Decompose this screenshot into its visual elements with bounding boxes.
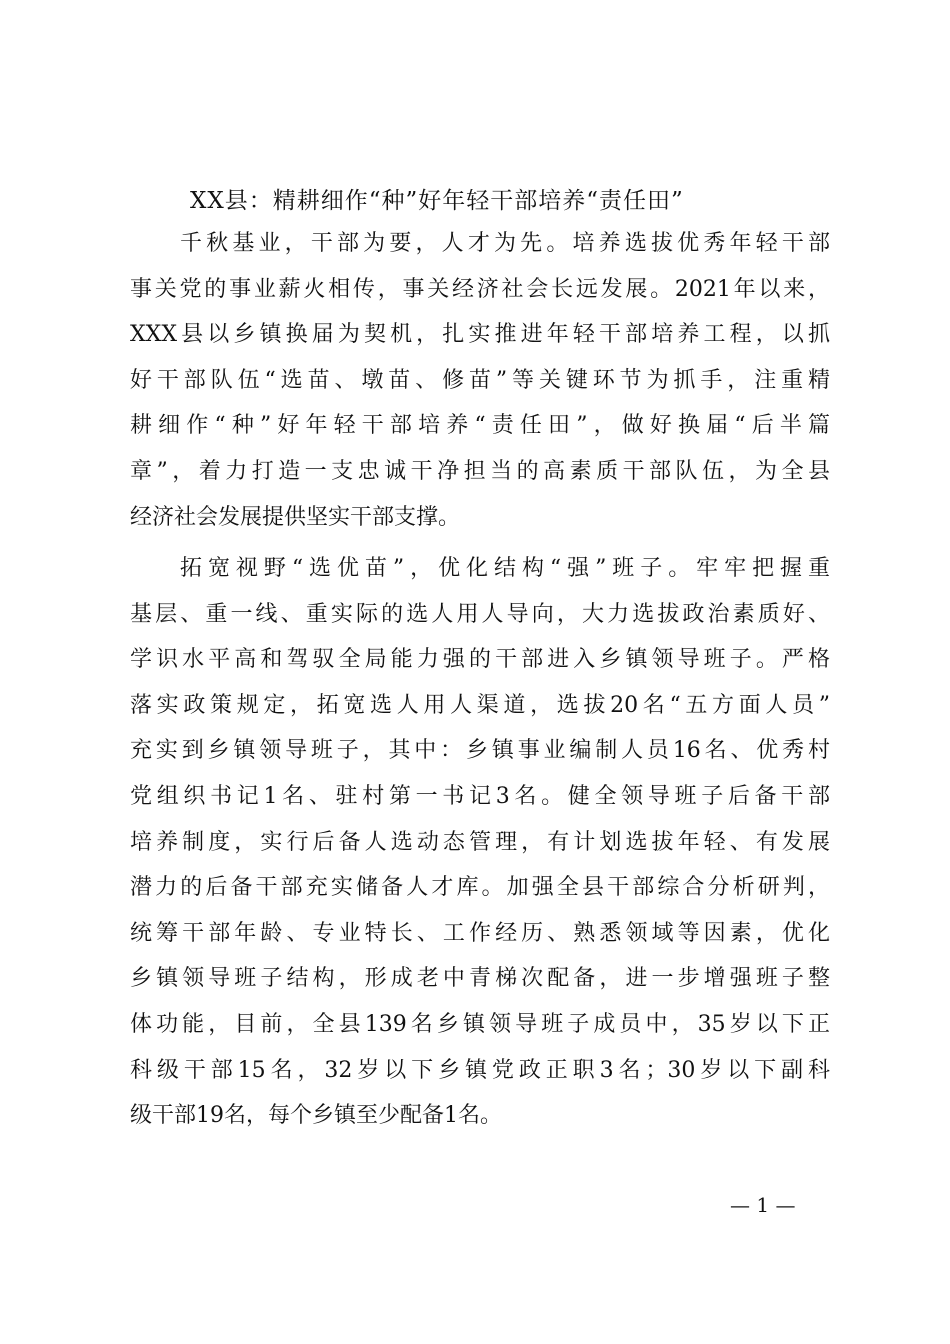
text-line: XXX县以乡镇换届为契机，扎实推进年轻干部培养工程，以抓 (130, 322, 830, 348)
text-line: 充实到乡镇领导班子，其中：乡镇事业编制人员16名、优秀村 (130, 738, 830, 764)
text-line: 培养制度，实行后备人选动态管理，有计划选拔年轻、有发展 (130, 829, 830, 855)
text-line: 乡镇领导班子结构，形成老中青梯次配备，进一步增强班子整 (130, 966, 830, 992)
document-title: XX县：精耕细作“种”好年轻干部培养“责任田” (190, 188, 684, 214)
text-line: 好干部队伍“选苗、墩苗、修苗”等关键环节为抓手，注重精 (130, 367, 830, 393)
text-line: 科级干部15名，32岁以下乡镇党政正职3名；30岁以下副科 (130, 1057, 830, 1083)
page-number: — 1 — (730, 1193, 796, 1217)
text-line: 千秋基业，干部为要，人才为先。培养选拔优秀年轻干部 (180, 231, 830, 256)
text-line: 潜力的后备干部充实储备人才库。加强全县干部综合分析研判， (130, 875, 830, 901)
text-line: 统筹干部年龄、专业特长、工作经历、熟悉领域等因素，优化 (130, 920, 830, 946)
text-line: 事关党的事业薪火相传，事关经济社会长远发展。2021年以来， (130, 276, 830, 302)
text-line: 拓宽视野“选优苗”，优化结构“强”班子。牢牢把握重 (180, 556, 830, 581)
text-line: 落实政策规定，拓宽选人用人渠道，选拔20名“五方面人员” (130, 692, 830, 718)
text-line: 体功能，目前，全县139名乡镇领导班子成员中，35岁以下正 (130, 1011, 830, 1037)
paragraph-select-seedlings (130, 546, 830, 1139)
text-line: 学识水平高和驾驭全局能力强的干部进入乡镇领导班子。严格 (130, 647, 830, 673)
text-line: 耕细作“种”好年轻干部培养“责任田”，做好换届“后半篇 (130, 413, 830, 439)
text-line: 党组织书记1名、驻村第一书记3名。健全领导班子后备干部 (130, 783, 830, 809)
text-line: 级干部19名，每个乡镇至少配备1名。 (130, 1103, 502, 1129)
text-line: 基层、重一线、重实际的选人用人导向，大力选拔政治素质好、 (130, 601, 830, 627)
text-line: 章”，着力打造一支忠诚干净担当的高素质干部队伍，为全县 (130, 458, 830, 484)
text-line: 经济社会发展提供坚实干部支撑。 (130, 504, 461, 530)
paragraph-intro (130, 221, 830, 540)
